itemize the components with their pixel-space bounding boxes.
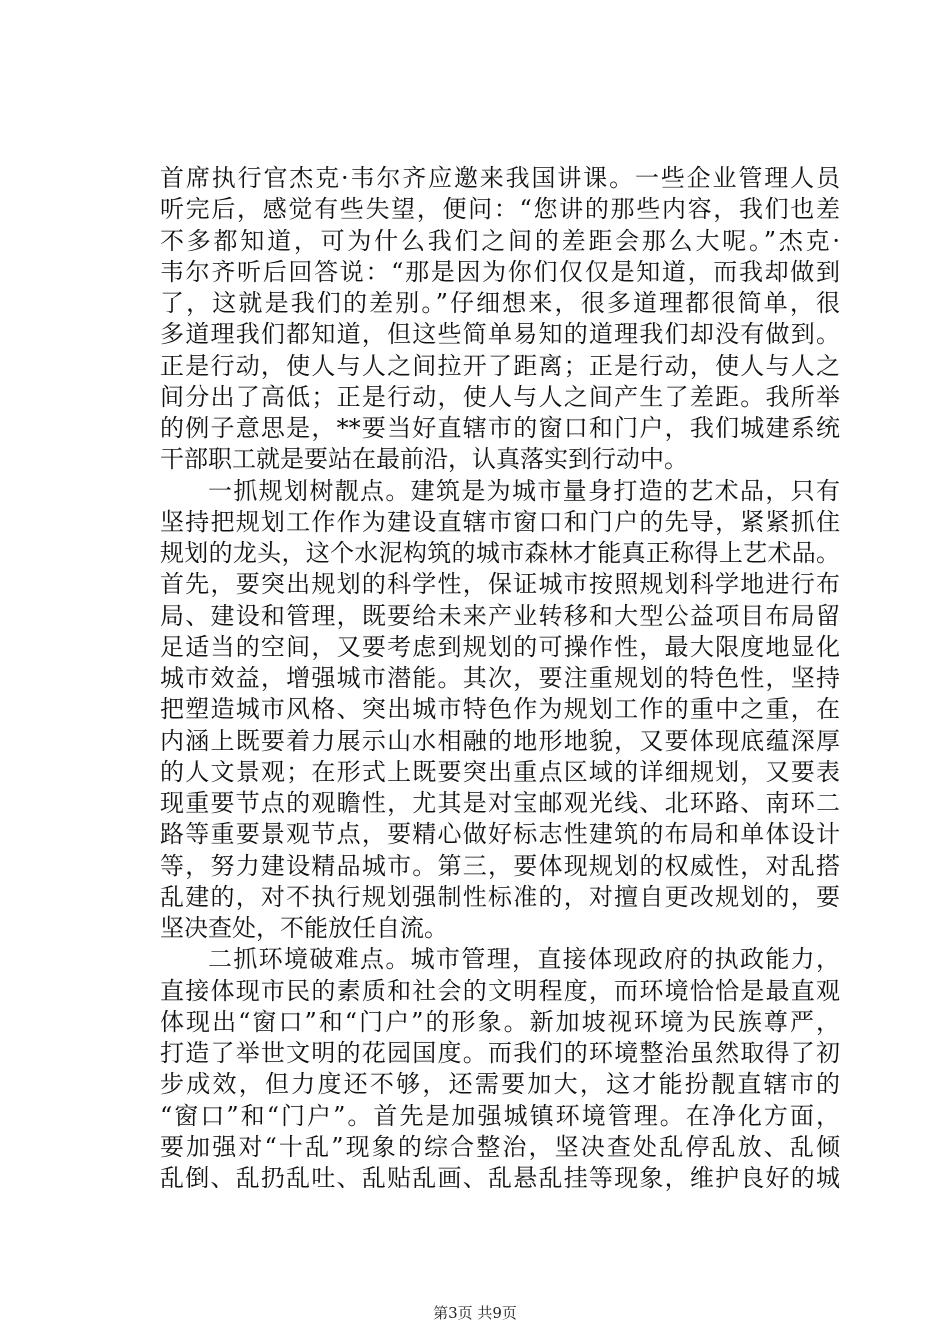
text-line: 首先，要突出规划的科学性，保证城市按照规划科学地进行布 — [160, 570, 840, 599]
text-line: 不多都知道，可为什么我们之间的差距会那么大呢。”杰克· — [160, 226, 840, 255]
text-line: 打造了举世文明的花园国度。而我们的环境整治虽然取得了初 — [160, 1039, 840, 1067]
text-line: 规划的龙头，这个水泥构筑的城市森林才能真正称得上艺术品。 — [160, 539, 840, 567]
text-line: 了，这就是我们的差别。”仔细想来，很多道理都很简单，很 — [160, 289, 840, 317]
text-line: “窗口”和“门户”。首先是加强城镇环境管理。在净化方面， — [160, 1101, 840, 1130]
text-line: 正是行动，使人与人之间拉开了距离；正是行动，使人与人之 — [160, 351, 840, 380]
text-line: 乱建的，对不执行规划强制性标准的，对擅自更改规划的，要 — [160, 882, 840, 911]
text-line: 的人文景观；在形式上既要突出重点区域的详细规划，又要表 — [160, 757, 840, 786]
text-line: 听完后，感觉有些失望，便问：“您讲的那些内容，我们也差 — [160, 195, 840, 224]
text-line: 把塑造城市风格、突出城市特色作为规划工作的重中之重，在 — [160, 695, 840, 724]
text-line: 城市效益，增强城市潜能。其次，要注重规划的特色性，坚持 — [160, 664, 840, 692]
text-line: 首席执行官杰克·韦尔齐应邀来我国讲课。一些企业管理人员 — [160, 164, 840, 192]
text-line: 间分出了高低；正是行动，使人与人之间产生了差距。我所举 — [160, 382, 840, 411]
text-line: 路等重要景观节点，要精心做好标志性建筑的布局和单体设计 — [160, 820, 840, 849]
text-line: 的例子意思是，**要当好直辖市的窗口和门户，我们城建系统 — [160, 414, 840, 442]
text-line: 一抓规划树靓点。建筑是为城市量身打造的艺术品，只有 — [208, 476, 840, 505]
text-line: 步成效，但力度还不够，还需要加大，这才能扮靓直辖市的 — [160, 1070, 840, 1099]
text-line: 二抓环境破难点。城市管理，直接体现政府的执政能力， — [208, 945, 840, 974]
text-line: 内涵上既要着力展示山水相融的地形地貌，又要体现底蕴深厚 — [160, 726, 840, 755]
text-line: 韦尔齐听后回答说：“那是因为你们仅仅是知道，而我却做到 — [160, 257, 840, 286]
text-line: 直接体现市民的素质和社会的文明程度，而环境恰恰是最直观 — [160, 976, 840, 1005]
text-line: 足适当的空间，又要考虑到规划的可操作性，最大限度地显化 — [160, 632, 840, 661]
text-line: 多道理我们都知道，但这些简单易知的道理我们却没有做到。 — [160, 320, 840, 349]
text-line: 坚持把规划工作作为建设直辖市窗口和门户的先导，紧紧抓住 — [160, 507, 840, 536]
text-line: 现重要节点的观瞻性，尤其是对宝邮观光线、北环路、南环二 — [160, 789, 840, 817]
text-line: 体现出“窗口”和“门户”的形象。新加坡视环境为民族尊严， — [160, 1007, 840, 1036]
text-line: 干部职工就是要站在最前沿，认真落实到行动中。 — [160, 445, 688, 474]
text-line: 坚决查处，不能放任自流。 — [160, 914, 448, 942]
text-line: 乱倒、乱扔乱吐、乱贴乱画、乱悬乱挂等现象，维护良好的城 — [160, 1164, 840, 1192]
text-line: 等，努力建设精品城市。第三，要体现规划的权威性，对乱搭 — [160, 851, 840, 880]
page-number-footer: 第3页 共9页 — [433, 1304, 517, 1322]
text-line: 局、建设和管理，既要给未来产业转移和大型公益项目布局留 — [160, 601, 840, 630]
body-text — [160, 163, 840, 1194]
text-line: 要加强对“十乱”现象的综合整治，坚决查处乱停乱放、乱倾 — [160, 1132, 840, 1161]
